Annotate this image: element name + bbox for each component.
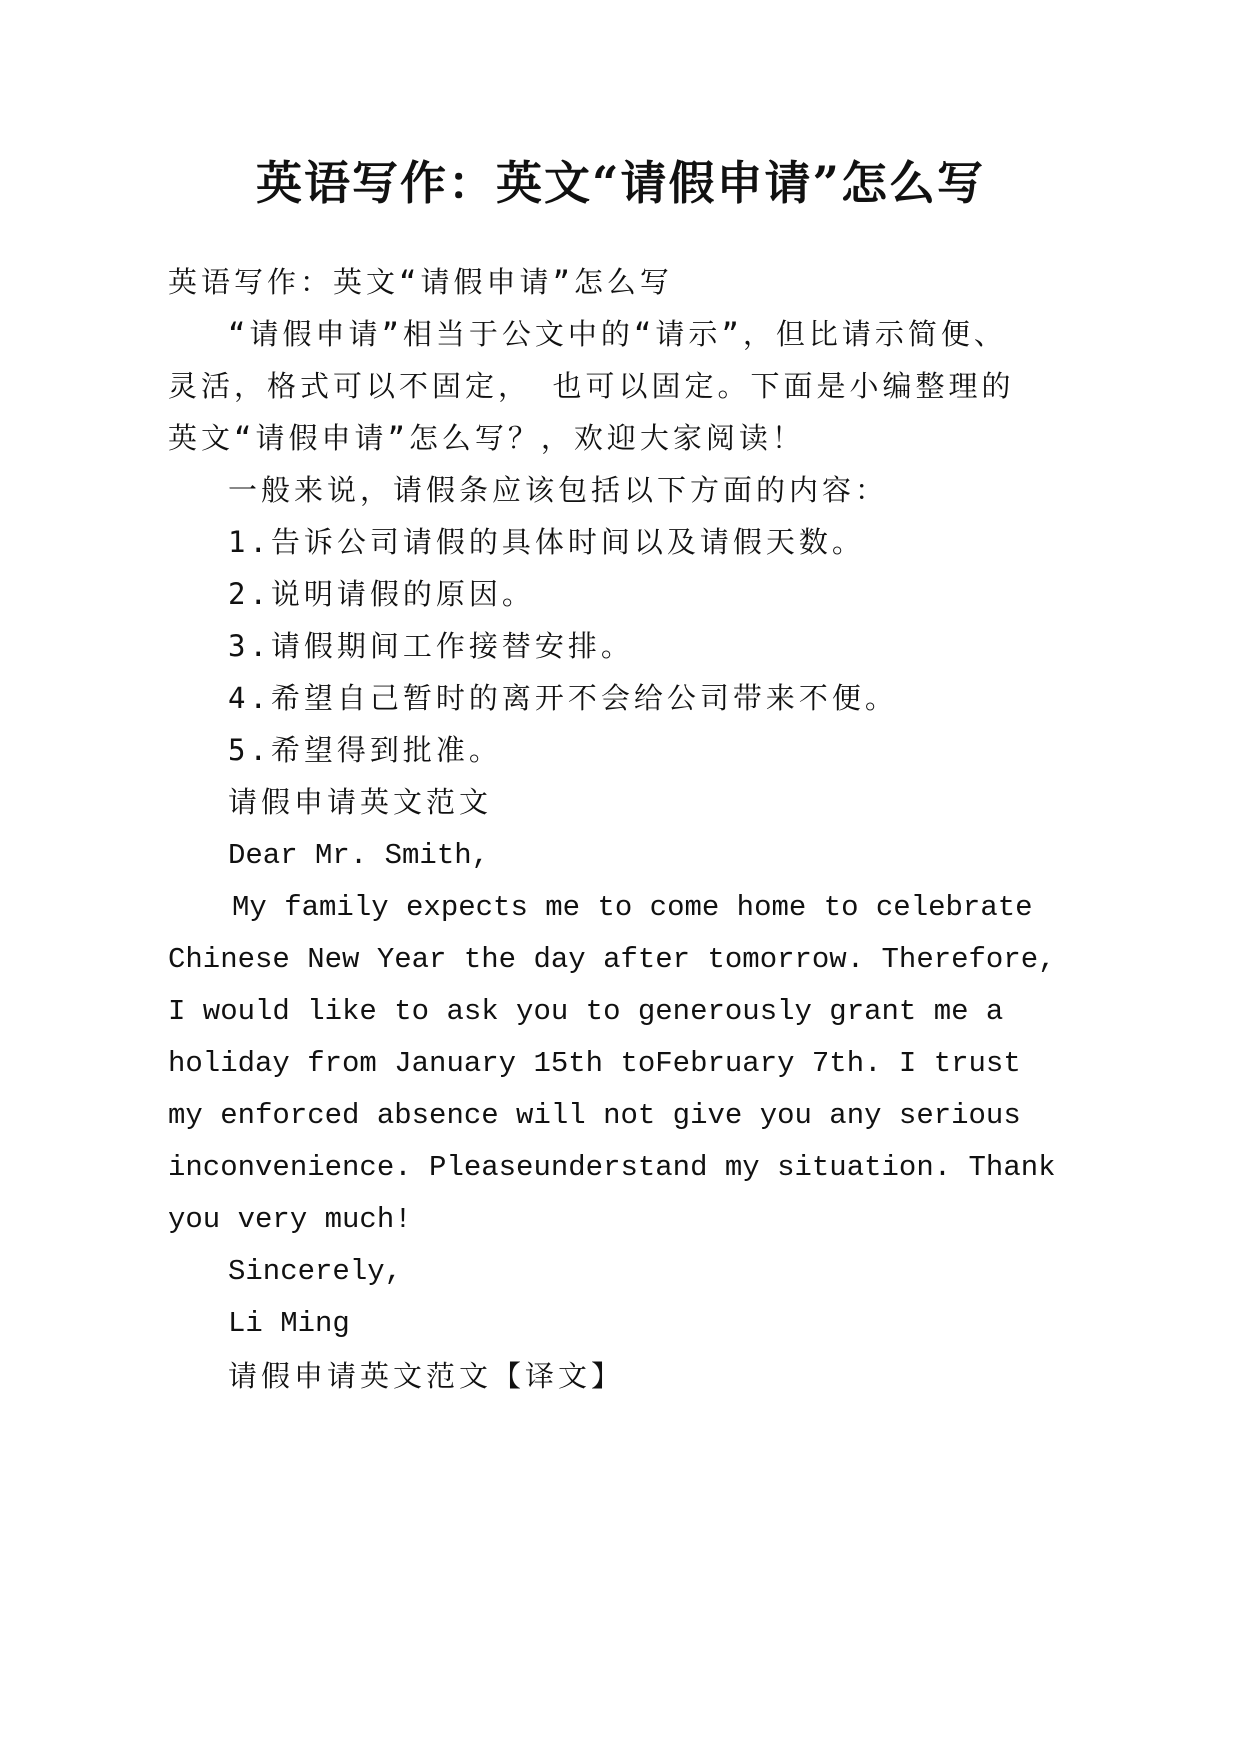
document-title: 英语写作：英文“请假申请”怎么写: [256, 156, 985, 210]
section-heading: 请假申请英文范文【译文】: [228, 1359, 625, 1393]
list-item: 5.希望得到批准。: [228, 733, 502, 767]
letter-body-line: my enforced absence will not give you any serious: [168, 1099, 1021, 1132]
body-line: 灵活，格式可以不固定， 也可以固定。下面是小编整理的: [168, 369, 1015, 403]
letter-salutation: Dear Mr. Smith,: [228, 839, 490, 872]
letter-body-line: My family expects me to come home to celebrate: [232, 891, 1033, 924]
letter-signature: Li Ming: [228, 1307, 350, 1340]
body-line: 一般来说，请假条应该包括以下方面的内容：: [228, 473, 889, 507]
list-item: 1.告诉公司请假的具体时间以及请假天数。: [228, 525, 865, 559]
body-line: 英文“请假申请”怎么写？，欢迎大家阅读！: [168, 421, 805, 455]
letter-body-line: you very much!: [168, 1203, 412, 1236]
letter-body-line: holiday from January 15th toFebruary 7th. I trust: [168, 1047, 1021, 1080]
list-item: 2.说明请假的原因。: [228, 577, 535, 611]
list-item: 3.请假期间工作接替安排。: [228, 629, 634, 663]
list-item: 4.希望自己暂时的离开不会给公司带来不便。: [228, 681, 898, 715]
letter-body-line: I would like to ask you to generously grant me a: [168, 995, 1004, 1028]
letter-closing: Sincerely,: [228, 1255, 403, 1288]
letter-body-line: inconvenience. Pleaseunderstand my situation. Thank: [168, 1151, 1056, 1184]
body-line: 英语写作：英文“请假申请”怎么写: [168, 265, 673, 299]
body-line: “请假申请”相当于公文中的“请示”，但比请示简便、: [228, 317, 1007, 351]
section-heading: 请假申请英文范文: [228, 785, 493, 819]
letter-body-line: Chinese New Year the day after tomorrow. Therefore,: [168, 943, 1056, 976]
